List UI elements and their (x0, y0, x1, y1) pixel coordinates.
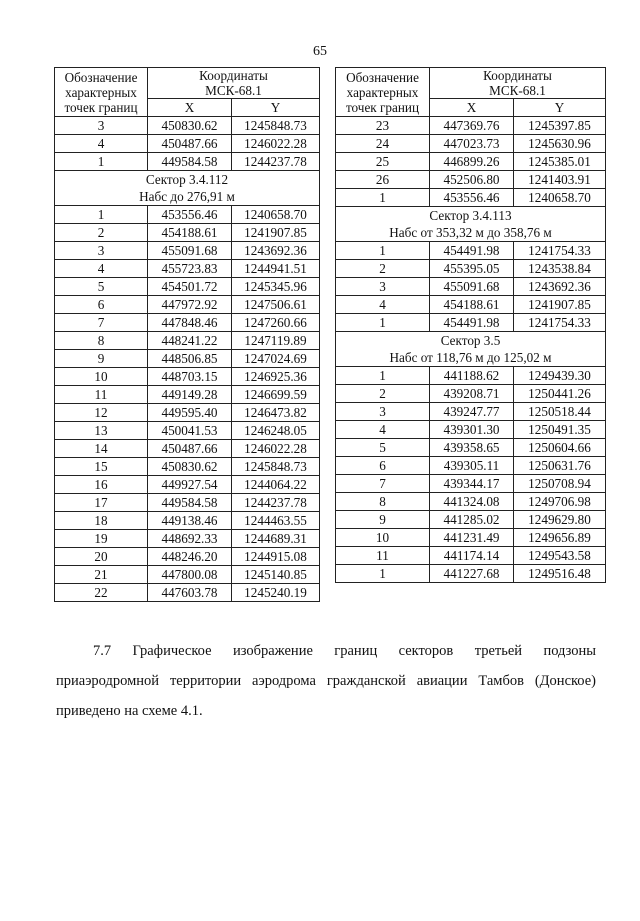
table-row (55, 314, 320, 332)
header-y: Y (514, 99, 606, 117)
y-coordinate-cell: 1244915.08 (232, 548, 320, 566)
table-row (336, 153, 606, 171)
point-number-cell: 6 (336, 457, 430, 475)
y-coordinate-cell: 1241403.91 (514, 171, 606, 189)
section-title-line: Сектор 3.4.113 (429, 208, 512, 223)
y-coordinate-cell: 1245848.73 (232, 117, 320, 135)
y-coordinate-cell: 1245848.73 (232, 458, 320, 476)
x-coordinate-cell: 454491.98 (430, 242, 514, 260)
y-coordinate-cell: 1243692.36 (514, 278, 606, 296)
x-coordinate-cell: 453556.46 (430, 189, 514, 207)
point-number-cell: 4 (336, 296, 430, 314)
x-coordinate-cell: 450830.62 (148, 458, 232, 476)
header-line: Координаты (483, 68, 552, 83)
y-coordinate-cell: 1249516.48 (514, 565, 606, 583)
point-number-cell: 11 (336, 547, 430, 565)
table-body-left (55, 117, 320, 602)
x-coordinate-cell: 450041.53 (148, 422, 232, 440)
table-row (55, 440, 320, 458)
y-coordinate-cell: 1250441.26 (514, 385, 606, 403)
y-coordinate-cell: 1243692.36 (232, 242, 320, 260)
section-title-line: Набс от 353,32 м до 358,76 м (389, 225, 552, 240)
section-title-line: Набс от 118,76 м до 125,02 м (389, 350, 552, 365)
y-coordinate-cell: 1246248.05 (232, 422, 320, 440)
header-line: Координаты (199, 68, 268, 83)
x-coordinate-cell: 449595.40 (148, 404, 232, 422)
table-row (336, 439, 606, 457)
section-header-row (336, 207, 606, 242)
point-number-cell: 1 (336, 565, 430, 583)
section-title (336, 332, 606, 367)
point-number-cell: 3 (336, 278, 430, 296)
table-row (336, 511, 606, 529)
x-coordinate-cell: 455723.83 (148, 260, 232, 278)
section-title-line: Сектор 3.4.112 (145, 172, 229, 187)
table-row (55, 242, 320, 260)
paragraph-word: 7.7 (93, 643, 112, 659)
table-row (336, 296, 606, 314)
y-coordinate-cell: 1249656.89 (514, 529, 606, 547)
y-coordinate-cell: 1244064.22 (232, 476, 320, 494)
y-coordinate-cell: 1244689.31 (232, 530, 320, 548)
y-coordinate-cell: 1243538.84 (514, 260, 606, 278)
header-line: Обозначение (64, 69, 138, 85)
y-coordinate-cell: 1241907.85 (232, 224, 320, 242)
x-coordinate-cell: 448241.22 (148, 332, 232, 350)
table-body-right (336, 117, 606, 583)
section-title-line: Набс до 276,91 м (139, 189, 235, 204)
y-coordinate-cell: 1245345.96 (232, 278, 320, 296)
y-coordinate-cell: 1245240.19 (232, 584, 320, 602)
x-coordinate-cell: 454491.98 (430, 314, 514, 332)
x-coordinate-cell: 439344.17 (430, 475, 514, 493)
y-coordinate-cell: 1249629.80 (514, 511, 606, 529)
point-number-cell: 17 (55, 494, 148, 512)
page-number: 65 (313, 44, 327, 59)
coordinates-table-right (335, 67, 606, 583)
point-number-cell: 21 (55, 566, 148, 584)
y-coordinate-cell: 1246022.28 (232, 440, 320, 458)
header-line: характерных (346, 84, 419, 100)
table-row (336, 242, 606, 260)
point-number-cell: 7 (55, 314, 148, 332)
point-number-cell: 1 (336, 242, 430, 260)
y-coordinate-cell: 1244237.78 (232, 153, 320, 171)
paragraph-word: границ (334, 643, 378, 659)
header-line: точек границ (345, 99, 420, 115)
y-coordinate-cell: 1240658.70 (232, 206, 320, 224)
section-header-row (336, 332, 606, 367)
table-row (336, 260, 606, 278)
table-row (55, 153, 320, 171)
table-row (55, 224, 320, 242)
point-number-cell: 5 (55, 278, 148, 296)
x-coordinate-cell: 449584.58 (148, 153, 232, 171)
table-row (336, 171, 606, 189)
x-coordinate-cell: 447972.92 (148, 296, 232, 314)
table-row (336, 565, 606, 583)
point-number-cell: 15 (55, 458, 148, 476)
x-coordinate-cell: 441174.14 (430, 547, 514, 565)
point-number-cell: 1 (336, 314, 430, 332)
table-row (336, 493, 606, 511)
header-coordinates (430, 68, 606, 99)
table-row (55, 368, 320, 386)
paragraph-line-1 (93, 636, 596, 666)
table-row (55, 584, 320, 602)
header-point-label (55, 68, 148, 117)
table-row (55, 117, 320, 135)
y-coordinate-cell: 1250708.94 (514, 475, 606, 493)
x-coordinate-cell: 454501.72 (148, 278, 232, 296)
x-coordinate-cell: 455091.68 (430, 278, 514, 296)
table-row (55, 332, 320, 350)
y-coordinate-cell: 1250604.66 (514, 439, 606, 457)
y-coordinate-cell: 1240658.70 (514, 189, 606, 207)
point-number-cell: 3 (55, 242, 148, 260)
table-row (55, 476, 320, 494)
x-coordinate-cell: 441285.02 (430, 511, 514, 529)
y-coordinate-cell: 1247024.69 (232, 350, 320, 368)
table-row (55, 135, 320, 153)
table-row (336, 278, 606, 296)
header-x: X (430, 99, 514, 117)
coordinates-table-left (54, 67, 320, 602)
y-coordinate-cell: 1250631.76 (514, 457, 606, 475)
x-coordinate-cell: 447369.76 (430, 117, 514, 135)
paragraph-word: третьей (474, 643, 523, 659)
point-number-cell: 2 (336, 385, 430, 403)
table-row (55, 260, 320, 278)
x-coordinate-cell: 450487.66 (148, 440, 232, 458)
y-coordinate-cell: 1244237.78 (232, 494, 320, 512)
point-number-cell: 18 (55, 512, 148, 530)
paragraph-word: Графическое (132, 643, 212, 659)
table-row (55, 566, 320, 584)
y-coordinate-cell: 1246473.82 (232, 404, 320, 422)
table-row (55, 422, 320, 440)
table-row (336, 189, 606, 207)
point-number-cell: 7 (336, 475, 430, 493)
paragraph-word: секторов (398, 643, 454, 659)
y-coordinate-cell: 1247506.61 (232, 296, 320, 314)
table-row (336, 403, 606, 421)
y-coordinate-cell: 1245385.01 (514, 153, 606, 171)
x-coordinate-cell: 449149.28 (148, 386, 232, 404)
point-number-cell: 5 (336, 439, 430, 457)
x-coordinate-cell: 439305.11 (430, 457, 514, 475)
table-row (55, 350, 320, 368)
x-coordinate-cell: 455091.68 (148, 242, 232, 260)
header-line: характерных (65, 84, 137, 100)
point-number-cell: 11 (55, 386, 148, 404)
header-line: точек границ (64, 99, 138, 115)
section-title (55, 171, 320, 206)
x-coordinate-cell: 441231.49 (430, 529, 514, 547)
table-row (55, 206, 320, 224)
y-coordinate-cell: 1247119.89 (232, 332, 320, 350)
x-coordinate-cell: 441324.08 (430, 493, 514, 511)
y-coordinate-cell: 1241907.85 (514, 296, 606, 314)
point-number-cell: 12 (55, 404, 148, 422)
x-coordinate-cell: 447848.46 (148, 314, 232, 332)
x-coordinate-cell: 446899.26 (430, 153, 514, 171)
x-coordinate-cell: 450830.62 (148, 117, 232, 135)
point-number-cell: 25 (336, 153, 430, 171)
x-coordinate-cell: 448506.85 (148, 350, 232, 368)
x-coordinate-cell: 447023.73 (430, 135, 514, 153)
x-coordinate-cell: 448703.15 (148, 368, 232, 386)
header-y: Y (232, 99, 320, 117)
header-point-label (336, 68, 430, 117)
point-number-cell: 4 (55, 135, 148, 153)
point-number-cell: 22 (55, 584, 148, 602)
table-row (336, 135, 606, 153)
y-coordinate-cell: 1249706.98 (514, 493, 606, 511)
section-title (336, 207, 606, 242)
table-row (55, 548, 320, 566)
y-coordinate-cell: 1241754.33 (514, 242, 606, 260)
point-number-cell: 16 (55, 476, 148, 494)
x-coordinate-cell: 452506.80 (430, 171, 514, 189)
table-row (336, 367, 606, 385)
point-number-cell: 1 (55, 153, 148, 171)
y-coordinate-cell: 1249439.30 (514, 367, 606, 385)
y-coordinate-cell: 1246699.59 (232, 386, 320, 404)
table-row (336, 475, 606, 493)
header-line: МСК-68.1 (205, 83, 262, 98)
body-paragraph (56, 636, 596, 726)
point-number-cell: 4 (55, 260, 148, 278)
point-number-cell: 19 (55, 530, 148, 548)
table-row (336, 547, 606, 565)
point-number-cell: 26 (336, 171, 430, 189)
table-row (336, 314, 606, 332)
point-number-cell: 1 (336, 189, 430, 207)
paragraph-line-2: приаэродромной территории аэродрома гражданской авиации Тамбов (Донское) (56, 673, 596, 689)
x-coordinate-cell: 449584.58 (148, 494, 232, 512)
table-row (55, 458, 320, 476)
point-number-cell: 1 (336, 367, 430, 385)
y-coordinate-cell: 1249543.58 (514, 547, 606, 565)
table-row (55, 494, 320, 512)
x-coordinate-cell: 449138.46 (148, 512, 232, 530)
point-number-cell: 4 (336, 421, 430, 439)
section-title-line: Сектор 3.5 (440, 333, 501, 348)
table-row (336, 117, 606, 135)
table-row (55, 296, 320, 314)
point-number-cell: 20 (55, 548, 148, 566)
x-coordinate-cell: 449927.54 (148, 476, 232, 494)
table-row (55, 386, 320, 404)
x-coordinate-cell: 453556.46 (148, 206, 232, 224)
header-coordinates (148, 68, 320, 99)
point-number-cell: 14 (55, 440, 148, 458)
point-number-cell: 23 (336, 117, 430, 135)
point-number-cell: 1 (55, 206, 148, 224)
x-coordinate-cell: 454188.61 (430, 296, 514, 314)
point-number-cell: 2 (55, 224, 148, 242)
y-coordinate-cell: 1250491.35 (514, 421, 606, 439)
table-row (55, 278, 320, 296)
x-coordinate-cell: 439358.65 (430, 439, 514, 457)
header-line: Обозначение (346, 69, 419, 85)
x-coordinate-cell: 447603.78 (148, 584, 232, 602)
x-coordinate-cell: 439301.30 (430, 421, 514, 439)
section-header-row (55, 171, 320, 206)
header-line: МСК-68.1 (489, 83, 546, 98)
table-row (336, 385, 606, 403)
x-coordinate-cell: 455395.05 (430, 260, 514, 278)
table-row (336, 421, 606, 439)
point-number-cell: 8 (336, 493, 430, 511)
table-row (55, 512, 320, 530)
y-coordinate-cell: 1245630.96 (514, 135, 606, 153)
x-coordinate-cell: 448246.20 (148, 548, 232, 566)
point-number-cell: 13 (55, 422, 148, 440)
y-coordinate-cell: 1246022.28 (232, 135, 320, 153)
y-coordinate-cell: 1245397.85 (514, 117, 606, 135)
header-x: X (148, 99, 232, 117)
table-row (55, 404, 320, 422)
y-coordinate-cell: 1244941.51 (232, 260, 320, 278)
x-coordinate-cell: 441227.68 (430, 565, 514, 583)
x-coordinate-cell: 439247.77 (430, 403, 514, 421)
paragraph-line-3: приведено на схеме 4.1. (56, 703, 203, 719)
paragraph-word: изображение (232, 643, 313, 659)
y-coordinate-cell: 1241754.33 (514, 314, 606, 332)
point-number-cell: 10 (55, 368, 148, 386)
table-row (336, 529, 606, 547)
y-coordinate-cell: 1245140.85 (232, 566, 320, 584)
point-number-cell: 10 (336, 529, 430, 547)
x-coordinate-cell: 439208.71 (430, 385, 514, 403)
point-number-cell: 3 (55, 117, 148, 135)
point-number-cell: 24 (336, 135, 430, 153)
point-number-cell: 2 (336, 260, 430, 278)
x-coordinate-cell: 441188.62 (430, 367, 514, 385)
y-coordinate-cell: 1244463.55 (232, 512, 320, 530)
table-row (336, 457, 606, 475)
x-coordinate-cell: 447800.08 (148, 566, 232, 584)
point-number-cell: 9 (55, 350, 148, 368)
y-coordinate-cell: 1247260.66 (232, 314, 320, 332)
point-number-cell: 9 (336, 511, 430, 529)
x-coordinate-cell: 450487.66 (148, 135, 232, 153)
point-number-cell: 6 (55, 296, 148, 314)
x-coordinate-cell: 454188.61 (148, 224, 232, 242)
paragraph-word: подзоны (543, 643, 596, 659)
point-number-cell: 8 (55, 332, 148, 350)
table-row (55, 530, 320, 548)
point-number-cell: 3 (336, 403, 430, 421)
x-coordinate-cell: 448692.33 (148, 530, 232, 548)
y-coordinate-cell: 1250518.44 (514, 403, 606, 421)
y-coordinate-cell: 1246925.36 (232, 368, 320, 386)
